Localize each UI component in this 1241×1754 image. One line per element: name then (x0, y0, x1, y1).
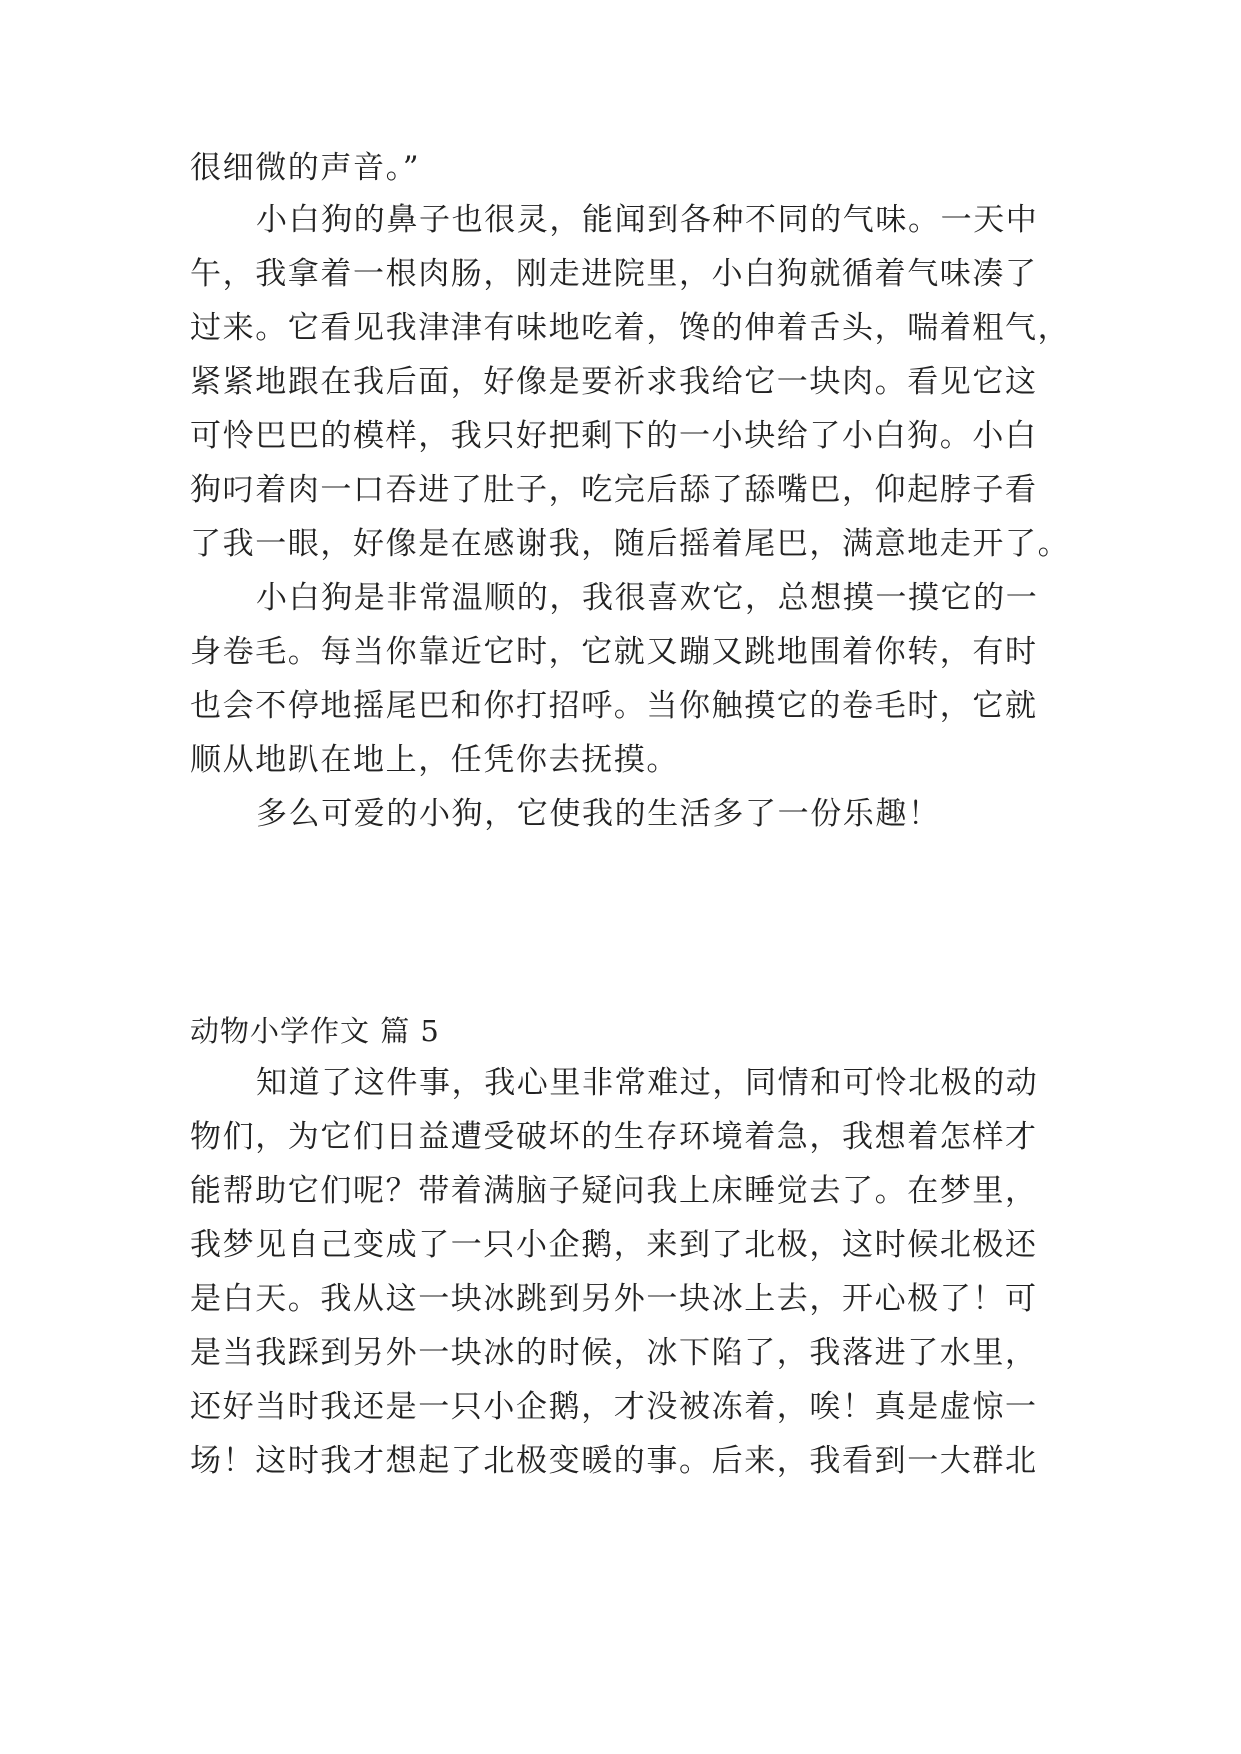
paragraph-line: 是当我踩到另外一块冰的时候，冰下陷了，我落进了水里， (190, 1335, 1038, 1371)
paragraph-line: 顺从地趴在地上，任凭你去抚摸。 (190, 742, 679, 778)
paragraph-line: 知道了这件事，我心里非常难过，同情和可怜北极的动 (256, 1065, 1039, 1101)
paragraph-line: 多么可爱的小狗，它使我的生活多了一份乐趣！ (256, 796, 941, 832)
paragraph-line: 紧紧地跟在我后面，好像是要祈求我给它一块肉。看见它这 (190, 364, 1038, 400)
paragraph-line: 身卷毛。每当你靠近它时，它就又蹦又跳地围着你转，有时 (190, 634, 1038, 670)
paragraph-line: 我梦见自己变成了一只小企鹅，来到了北极，这时候北极还 (190, 1227, 1038, 1263)
paragraph-line: 场！这时我才想起了北极变暖的事。后来，我看到一大群北 (190, 1443, 1038, 1479)
paragraph-line: 午，我拿着一根肉肠，刚走进院里，小白狗就循着气味凑了 (190, 256, 1038, 292)
paragraph-line: 过来。它看见我津津有味地吃着，馋的伸着舌头，喘着粗气， (190, 310, 1071, 346)
paragraph-line: 物们，为它们日益遭受破坏的生存环境着急，我想着怎样才 (190, 1119, 1038, 1155)
paragraph-line: 小白狗是非常温顺的，我很喜欢它，总想摸一摸它的一 (256, 580, 1039, 616)
paragraph-line: 小白狗的鼻子也很灵，能闻到各种不同的气味。一天中 (256, 202, 1039, 238)
paragraph-line: 了我一眼，好像是在感谢我，随后摇着尾巴，满意地走开了。 (190, 526, 1071, 562)
paragraph-line: 还好当时我还是一只小企鹅，才没被冻着，唉！真是虚惊一 (190, 1389, 1038, 1425)
paragraph-line: 狗叼着肉一口吞进了肚子，吃完后舔了舔嘴巴，仰起脖子看 (190, 472, 1038, 508)
paragraph-line: 可怜巴巴的模样，我只好把剩下的一小块给了小白狗。小白 (190, 418, 1038, 454)
paragraph-line: 能帮助它们呢？带着满脑子疑问我上床睡觉去了。在梦里， (190, 1173, 1038, 1209)
paragraph-line: 是白天。我从这一块冰跳到另外一块冰上去，开心极了！可 (190, 1281, 1038, 1317)
paragraph-line: 也会不停地摇尾巴和你打招呼。当你触摸它的卷毛时，它就 (190, 688, 1038, 724)
paragraph-line: 很细微的声音。” (190, 150, 421, 186)
section-title: 动物小学作文 篇 5 (190, 1014, 440, 1048)
